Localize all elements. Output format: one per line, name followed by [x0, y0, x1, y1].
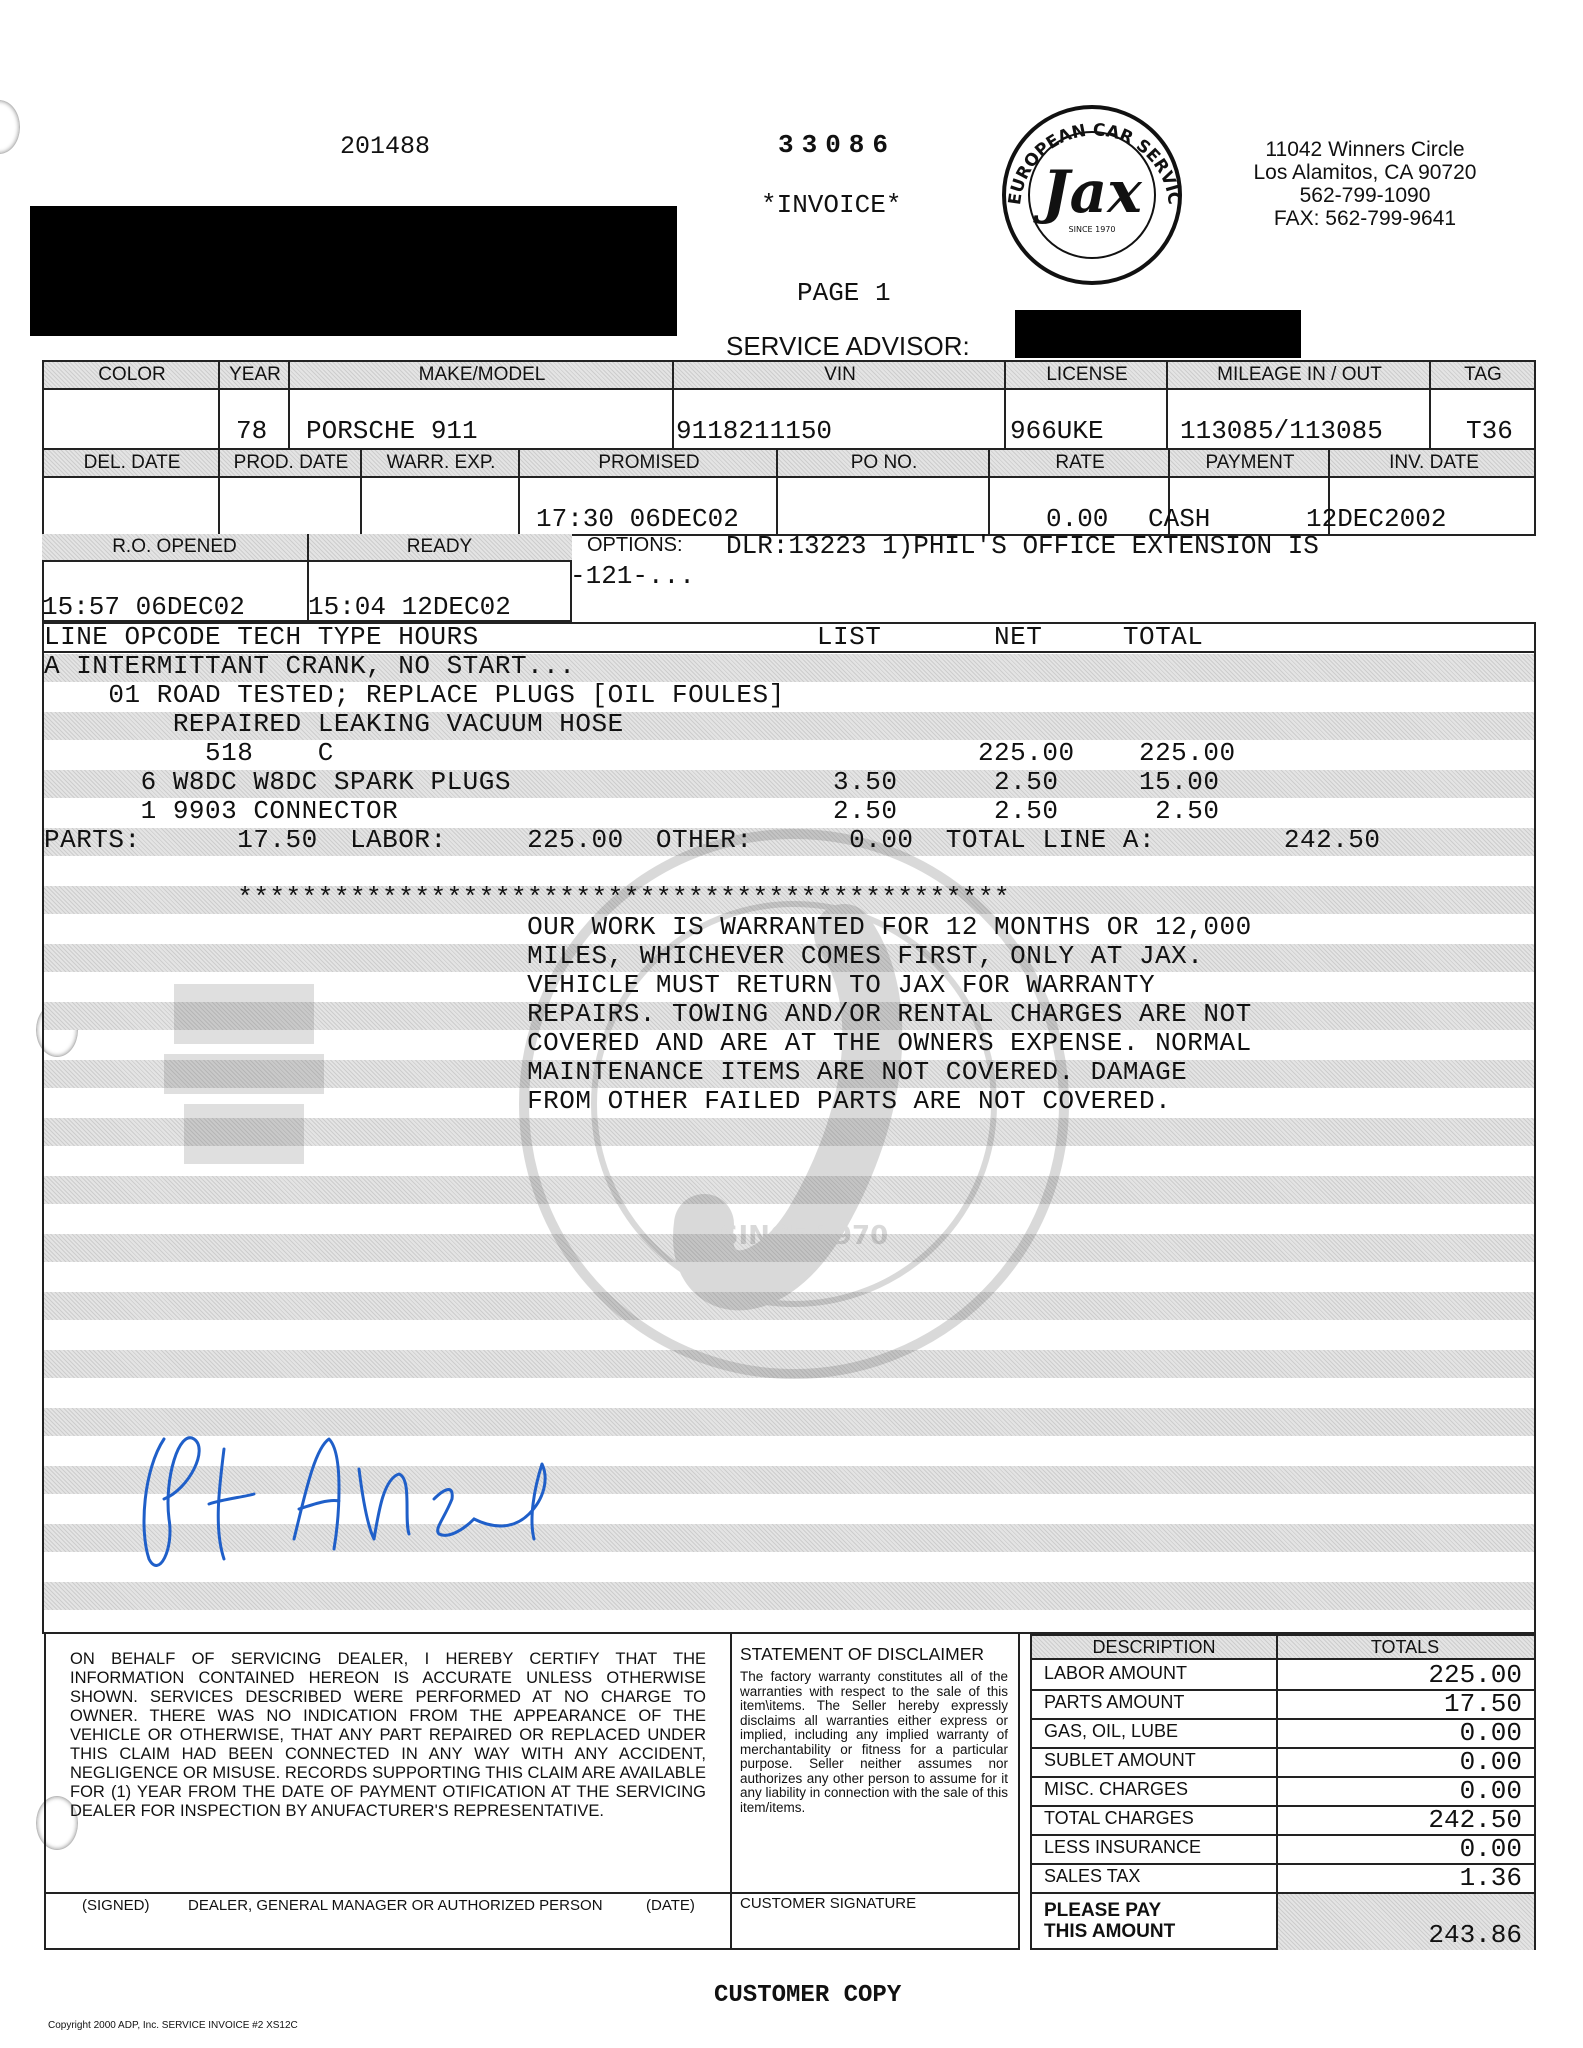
label-mileage: MILEAGE IN / OUT — [1217, 364, 1382, 385]
line-item-row: REPAIRED LEAKING VACUUM HOSE — [44, 709, 624, 739]
label-promised: PROMISED — [598, 452, 700, 473]
punch-hole-top — [0, 100, 20, 154]
line-item-row: COVERED AND ARE AT THE OWNERS EXPENSE. NORMAL — [44, 1028, 1252, 1058]
line-item-row: MILES, WHICHEVER COMES FIRST, ONLY AT JAX. — [44, 941, 1204, 971]
sublet-amount-label: SUBLET AMOUNT — [1044, 1750, 1196, 1770]
line-item-row: VEHICLE MUST RETURN TO JAX FOR WARRANTY — [44, 970, 1156, 1000]
company-logo — [1001, 104, 1183, 286]
customer-copy-label: CUSTOMER COPY — [714, 1982, 902, 2009]
totals-header: TOTALS — [1370, 1637, 1440, 1657]
value-ready: 15:04 12DEC02 — [308, 592, 511, 622]
label-year: YEAR — [229, 364, 281, 385]
value-mileage: 113085/113085 — [1180, 416, 1383, 446]
value-inv-date: 12DEC2002 — [1306, 504, 1447, 534]
please-pay-label — [1044, 1900, 1175, 1942]
customer-name-redaction — [30, 206, 677, 336]
line-items-header: LINE OPCODE TECH TYPE HOURS LIST NET TOTAL — [44, 622, 1204, 652]
customer-signature-image — [134, 1409, 674, 1589]
disclaimer-text: The factory warranty constitutes all of the warranties with respect to the sale of this item\items. The Seller hereby expressly disclaims all warranties either express or implied, including any implied warranty of merchantability or fitness for a particular purpose. Seller neither assumes nor authorizes any other person to assume for it any liability in connection with the sale of this item/items. — [740, 1669, 1008, 1815]
totals-desc-header: DESCRIPTION — [1092, 1637, 1216, 1657]
phone-number: 562-799-1090 — [1299, 184, 1431, 207]
sublet-amount-value: 0.00 — [1459, 1747, 1522, 1777]
line-item-row: REPAIRS. TOWING AND/OR RENTAL CHARGES ARE NOT — [44, 999, 1252, 1029]
bottom-section — [44, 1634, 1536, 1950]
certify-text: ON BEHALF OF SERVICING DEALER, I HEREBY CERTIFY THAT THE INFORMATION CONTAINED HEREON IS ACCURATE UNLESS OTHERWISE SHOWN. SERVICES DESCRIBED WERE PERFORMED AT NO CHARGE TO OWNER. THERE WAS NO INDICATION FROM THE APPEARANCE OF THE VEHICLE OR OTHERWISE, THAT ANY PART REPAIRED OR REPLACED UNDER THIS CLAIM HAD BEEN CONNECTED IN ANY WAY WITH ANY ACCIDENT, NEGLIGENCE OR MISUSE. RECORDS SUPPORTING THIS CLAIM ARE AVAILABLE FOR (1) YEAR FROM THE DATE OF PAYMENT OTIFICATION AT THE SERVICING DEALER FOR INSPECTION BY ANUFACTURER'S REPRESENTATIVE. — [70, 1650, 706, 1820]
address-line-2: Los Alamitos, CA 90720 — [1253, 161, 1477, 184]
label-make-model: MAKE/MODEL — [418, 364, 546, 385]
label-color: COLOR — [98, 364, 166, 385]
service-advisor-redaction — [1015, 310, 1301, 358]
line-item-row: 01 ROAD TESTED; REPLACE PLUGS [OIL FOULES] — [44, 680, 785, 710]
parts-amount-value: 17.50 — [1443, 1689, 1522, 1719]
line-item-row: A INTERMITTANT CRANK, NO START... — [44, 651, 576, 681]
labor-amount-value: 225.00 — [1428, 1660, 1522, 1690]
label-vin: VIN — [824, 364, 856, 385]
value-promised: 17:30 06DEC02 — [536, 504, 739, 534]
sales-tax-label: SALES TAX — [1044, 1866, 1141, 1886]
line-item-row: MAINTENANCE ITEMS ARE NOT COVERED. DAMAGE — [44, 1057, 1188, 1087]
label-payment: PAYMENT — [1205, 452, 1295, 473]
dealer-label: DEALER, GENERAL MANAGER OR AUTHORIZED PERSON — [188, 1897, 603, 1914]
page-number: PAGE 1 — [797, 278, 891, 308]
value-vin: 9118211150 — [676, 416, 833, 446]
label-po-no: PO NO. — [850, 452, 918, 473]
gas-oil-lube-value: 0.00 — [1459, 1718, 1522, 1748]
line-item-row: ************************************************ — [44, 883, 1011, 913]
svg-text:Jax: Jax — [1042, 158, 1142, 226]
address-line-1: 11042 Winners Circle — [1265, 138, 1465, 161]
label-ready: READY — [406, 536, 473, 557]
company-address — [1205, 138, 1525, 230]
gas-oil-lube-label: GAS, OIL, LUBE — [1044, 1721, 1179, 1741]
parts-amount-label: PARTS AMOUNT — [1044, 1692, 1185, 1712]
doc-type: *INVOICE* — [761, 190, 902, 220]
options-line-2: -121-... — [570, 561, 695, 591]
label-warr-exp: WARR. EXP. — [386, 452, 496, 473]
svg-text:SINCE 1970: SINCE 1970 — [719, 1221, 889, 1251]
label-license: LICENSE — [1046, 364, 1128, 385]
value-license: 966UKE — [1010, 416, 1104, 446]
sales-tax-value: 1.36 — [1459, 1863, 1522, 1893]
customer-signature-label: CUSTOMER SIGNATURE — [740, 1895, 917, 1912]
dates-table — [42, 448, 1536, 536]
date-label: (DATE) — [646, 1897, 695, 1914]
signed-label: (SIGNED) — [82, 1897, 150, 1914]
service-advisor-label: SERVICE ADVISOR: — [726, 331, 970, 361]
line-item-row: PARTS: 17.50 LABOR: 225.00 OTHER: 0.00 TOTAL LINE A: 242.50 — [44, 825, 1381, 855]
fax-number: FAX: 562-799-9641 — [1273, 207, 1457, 230]
label-prod-date: PROD. DATE — [233, 452, 349, 473]
label-tag: TAG — [1464, 364, 1502, 385]
value-rate: 0.00 — [1046, 504, 1109, 534]
total-charges-label: TOTAL CHARGES — [1044, 1808, 1194, 1828]
disclaimer-box — [730, 1634, 1020, 1950]
value-ro-opened: 15:57 06DEC02 — [42, 592, 245, 622]
please-pay-value: 243.86 — [1428, 1920, 1522, 1950]
disclaimer-title: STATEMENT OF DISCLAIMER — [740, 1644, 985, 1664]
line-item-row: FROM OTHER FAILED PARTS ARE NOT COVERED. — [44, 1086, 1172, 1116]
invoice-number: 33086 — [778, 130, 897, 160]
label-del-date: DEL. DATE — [83, 452, 181, 473]
label-rate: RATE — [1055, 452, 1105, 473]
value-payment: CASH — [1148, 504, 1211, 534]
line-item-row: OUR WORK IS WARRANTED FOR 12 MONTHS OR 12,000 — [44, 912, 1252, 942]
copyright-notice: Copyright 2000 ADP, Inc. SERVICE INVOICE #2 XS12C — [48, 2020, 298, 2031]
labor-amount-label: LABOR AMOUNT — [1044, 1663, 1188, 1683]
value-tag: T36 — [1466, 416, 1513, 446]
line-items-area — [42, 622, 1536, 1634]
misc-charges-value: 0.00 — [1459, 1776, 1522, 1806]
label-ro-opened: R.O. OPENED — [112, 536, 237, 557]
options-line-1: DLR:13223 1)PHIL'S OFFICE EXTENSION IS — [726, 531, 1319, 561]
certify-box — [44, 1634, 732, 1950]
misc-charges-label: MISC. CHARGES — [1044, 1779, 1189, 1799]
ro-table — [42, 531, 1536, 622]
ro-number: 201488 — [340, 132, 431, 161]
less-insurance-label: LESS INSURANCE — [1044, 1837, 1202, 1857]
options-label: OPTIONS: — [587, 534, 683, 556]
totals-box — [1030, 1634, 1536, 1950]
please-pay-line-2: THIS AMOUNT — [1044, 1921, 1176, 1942]
svg-text:SINCE 1970: SINCE 1970 — [1068, 225, 1116, 234]
vehicle-table — [42, 360, 1536, 450]
line-item-row: 518 C 225.00 225.00 — [44, 738, 1236, 768]
please-pay-line-1: PLEASE PAY — [1044, 1900, 1162, 1921]
label-inv-date: INV. DATE — [1389, 452, 1479, 473]
less-insurance-value: 0.00 — [1459, 1834, 1522, 1864]
total-charges-value: 242.50 — [1428, 1805, 1522, 1835]
value-year: 78 — [236, 416, 268, 446]
line-item-row: 6 W8DC W8DC SPARK PLUGS 3.50 2.50 15.00 — [44, 767, 1220, 797]
value-make-model: PORSCHE 911 — [306, 416, 478, 446]
svg-text:EUROPEAN CAR SERVICE INC.: EUROPEAN CAR SERVIC — [1005, 120, 1183, 207]
line-item-row: 1 9903 CONNECTOR 2.50 2.50 2.50 — [44, 796, 1220, 826]
